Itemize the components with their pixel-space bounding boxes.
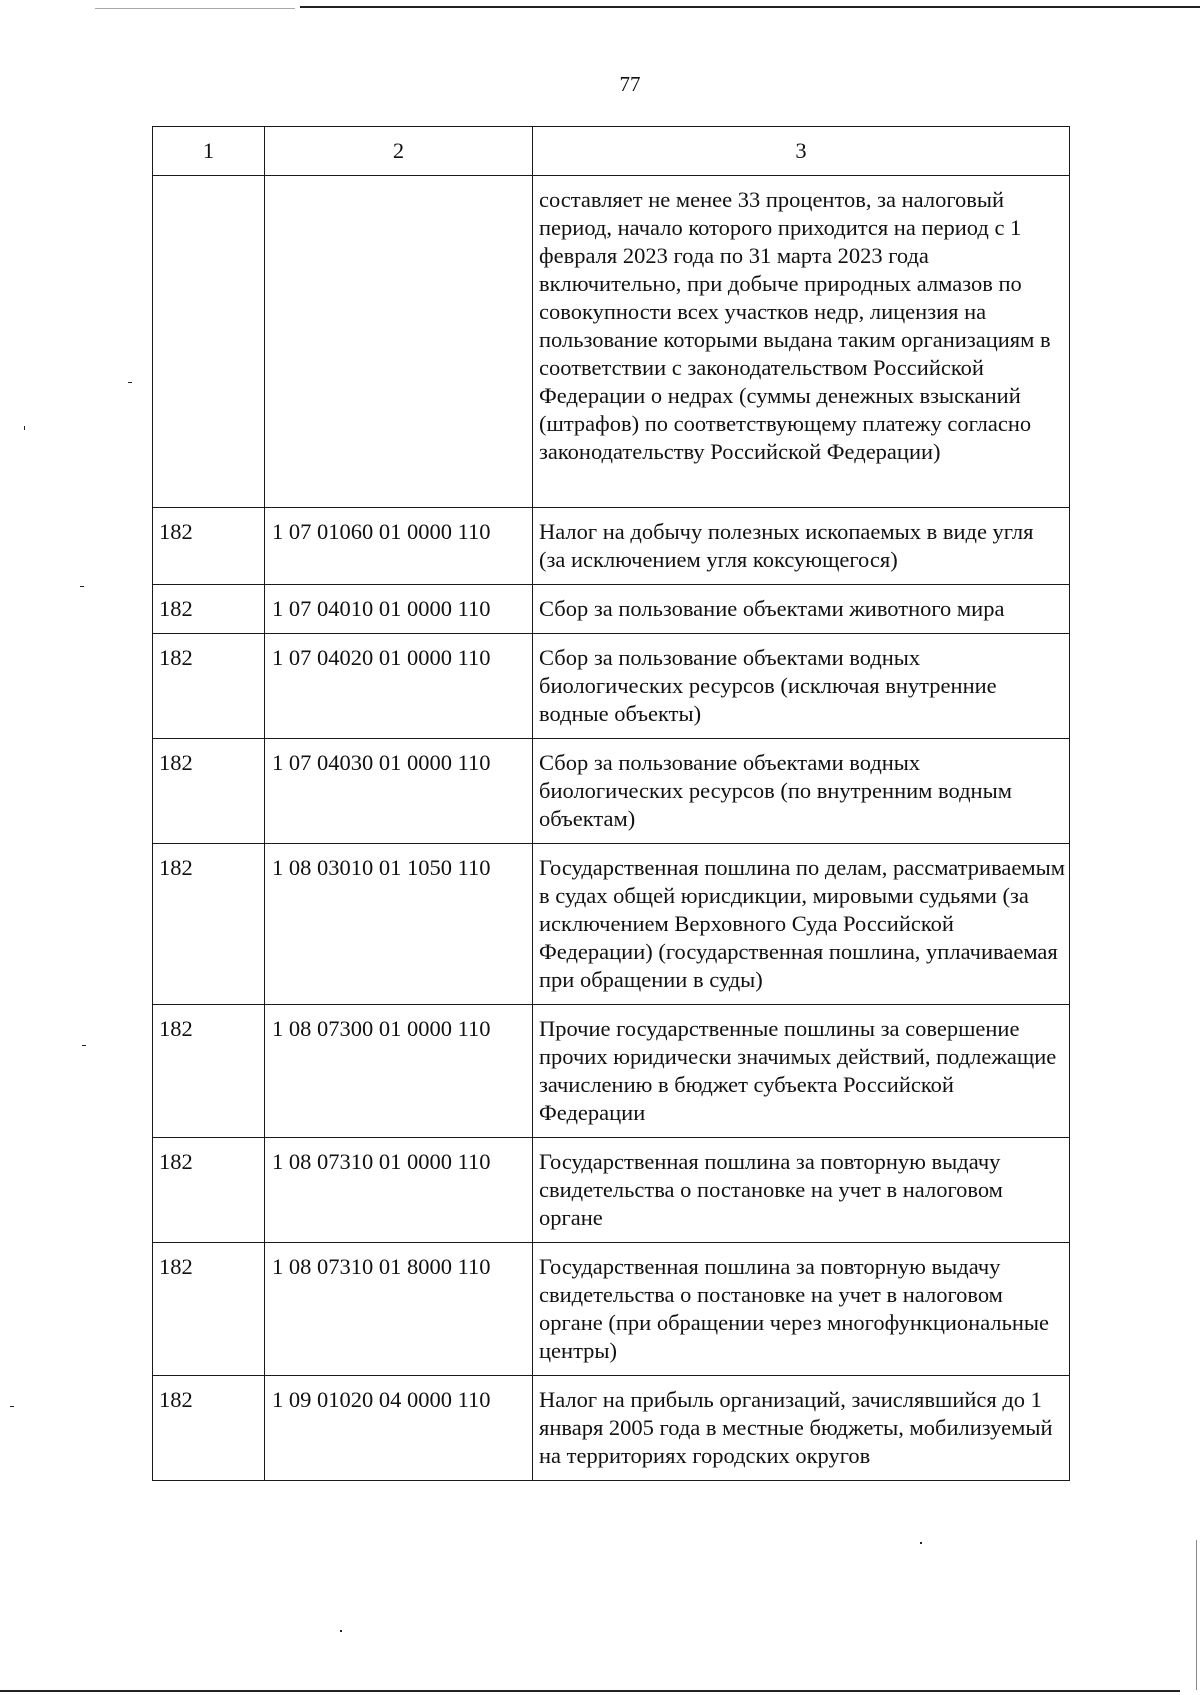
admin-code-cell: 182	[153, 1376, 265, 1481]
admin-code-cell: 182	[153, 634, 265, 739]
table-row	[153, 1243, 1070, 1376]
page-number: 77	[619, 72, 641, 96]
description-cell: Государственная пошлина за повторную выдачу свидетельства о постановке на учет в налоговом органе (при обращении через многофункциональные центры)	[533, 1243, 1070, 1376]
table-row	[153, 844, 1070, 1005]
description-cell: Государственная пошлина за повторную выдачу свидетельства о постановке на учет в налоговом органе	[533, 1138, 1070, 1243]
scan-edge-top-light	[95, 8, 295, 9]
budget-code-cell: 1 07 04030 01 0000 110	[265, 739, 533, 844]
table-row	[153, 739, 1070, 844]
admin-code-cell: 182	[153, 739, 265, 844]
budget-code-cell: 1 08 07300 01 0000 110	[265, 1005, 533, 1138]
scan-speck	[920, 1542, 922, 1544]
budget-code-cell: 1 08 03010 01 1050 110	[265, 844, 533, 1005]
table-row	[153, 1376, 1070, 1481]
description-cell: Налог на прибыль организаций, зачислявшийся до 1 января 2005 года в местные бюджеты, мобилизуемый на территориях городских округов	[533, 1376, 1070, 1481]
description-cell: Налог на добычу полезных ископаемых в виде угля (за исключением угля коксующегося)	[533, 508, 1070, 585]
budget-code-cell	[265, 176, 533, 508]
column-header: 3	[533, 127, 1070, 176]
budget-code-cell: 1 09 01020 04 0000 110	[265, 1376, 533, 1481]
table-row	[153, 176, 1070, 508]
column-header: 1	[153, 127, 265, 176]
scan-speck	[10, 1406, 14, 1407]
admin-code-cell: 182	[153, 1138, 265, 1243]
scan-speck	[128, 382, 132, 383]
description-cell: Сбор за пользование объектами водных биологических ресурсов (по внутренним водным объектам)	[533, 739, 1070, 844]
scan-speck	[82, 1045, 86, 1046]
scan-edge-right	[1196, 1540, 1197, 1690]
admin-code-cell: 182	[153, 508, 265, 585]
admin-code-cell: 182	[153, 1005, 265, 1138]
budget-code-cell: 1 07 04020 01 0000 110	[265, 634, 533, 739]
description-cell: Сбор за пользование объектами животного мира	[533, 585, 1070, 634]
budget-code-cell: 1 08 07310 01 0000 110	[265, 1138, 533, 1243]
table-row	[153, 508, 1070, 585]
scan-edge-top	[300, 6, 1200, 8]
budget-codes-table	[152, 126, 1070, 1481]
description-cell: Прочие государственные пошлины за совершение прочих юридически значимых действий, подлежащие зачислению в бюджет субъекта Российской Федерации	[533, 1005, 1070, 1138]
scan-speck	[80, 586, 84, 587]
description-cell: Сбор за пользование объектами водных биологических ресурсов (исключая внутренние водные объекты)	[533, 634, 1070, 739]
admin-code-cell	[153, 176, 265, 508]
admin-code-cell: 182	[153, 844, 265, 1005]
admin-code-cell: 182	[153, 585, 265, 634]
scan-edge-bottom	[0, 1690, 1180, 1692]
table-row	[153, 1138, 1070, 1243]
admin-code-cell: 182	[153, 1243, 265, 1376]
column-header: 2	[265, 127, 533, 176]
scan-speck	[24, 426, 25, 430]
description-cell: Государственная пошлина по делам, рассматриваемым в судах общей юрисдикции, мировыми судьями (за исключением Верховного Суда Российской Федерации) (государственная пошлина, уплачиваемая при обращении в суды)	[533, 844, 1070, 1005]
table-header-row	[153, 127, 1070, 176]
table-row	[153, 634, 1070, 739]
budget-code-cell: 1 08 07310 01 8000 110	[265, 1243, 533, 1376]
budget-code-cell: 1 07 04010 01 0000 110	[265, 585, 533, 634]
table-row	[153, 1005, 1070, 1138]
scan-speck	[340, 1630, 342, 1632]
table-row	[153, 585, 1070, 634]
budget-code-cell: 1 07 01060 01 0000 110	[265, 508, 533, 585]
description-cell: составляет не менее 33 процентов, за налоговый период, начало которого приходится на период с 1 февраля 2023 года по 31 марта 2023 года включительно, при добыче природных алмазов по совокупности всех участков недр, лицензия на пользование которыми выдана таким организациям в соответствии с законодательством Российской Федерации о недрах (суммы денежных взысканий (штрафов) по соответствующему платежу согласно законодательству Российской Федерации)	[533, 176, 1070, 508]
